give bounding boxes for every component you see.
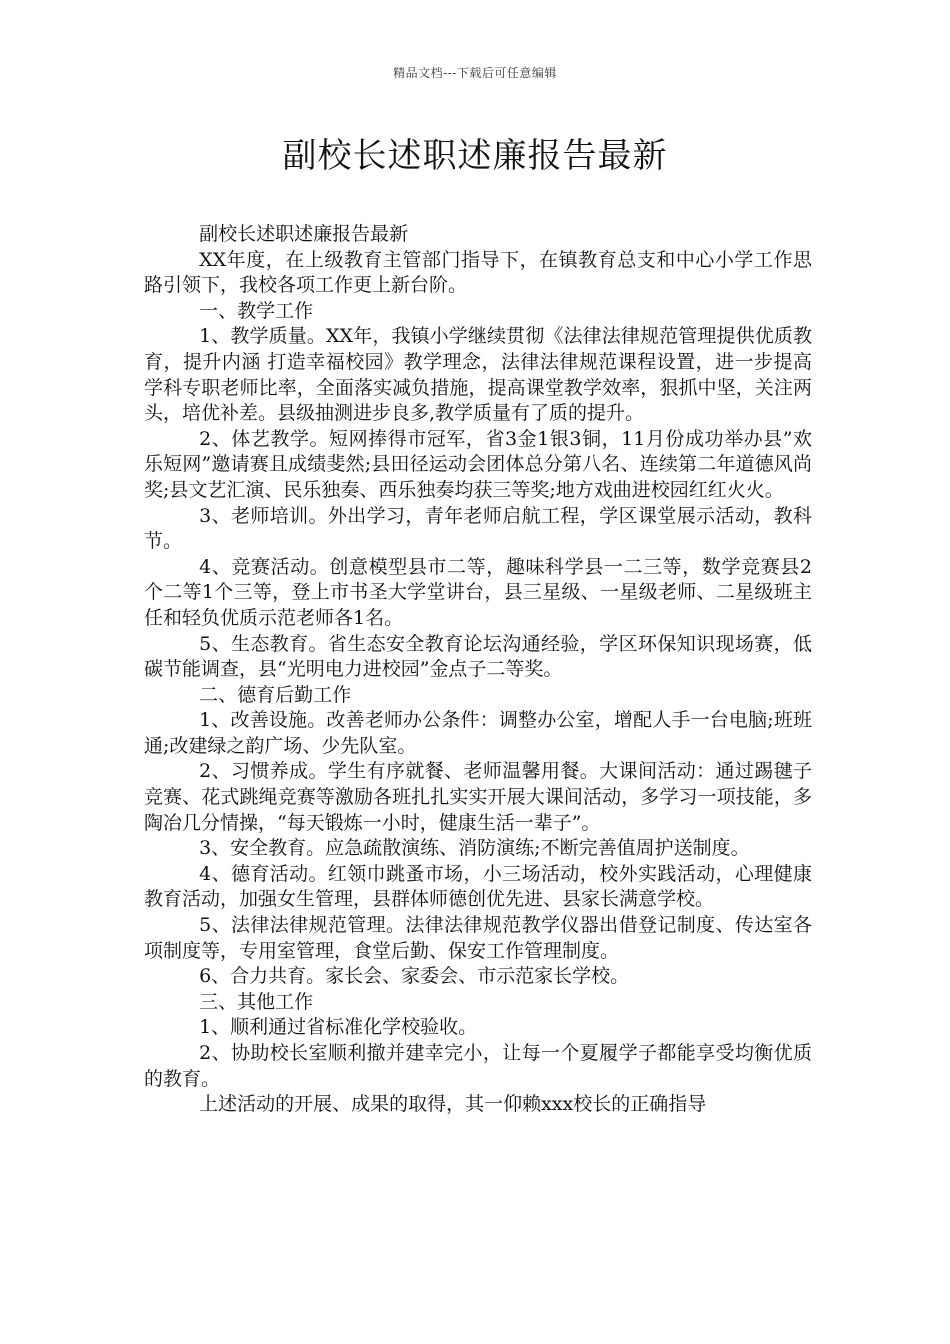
paragraph-subtitle: 副校长述职述廉报告最新: [199, 223, 409, 245]
paragraph-teaching-quality: 1、教学质量。XX年，我镇小学继续贯彻《法律法律规范管理提供优质教育，提升内涵 打造幸福校园》教学理念，法律法律规范课程设置，进一步提高学科专职老师比率，全面落实减负措施，提高课堂教学效率，狠抓中坚，关注两头，培优补差。县级抽测进步良多,教学质量有了质的提升。: [144, 325, 812, 425]
paragraph-teacher-training: 3、老师培训。外出学习，青年老师启航工程，学区课堂展示活动，教科节。: [144, 504, 812, 553]
paragraph-habits: 2、习惯养成。学生有序就餐、老师温馨用餐。大课间活动：通过踢毽子竞赛、花式跳绳竞赛等激励各班扎扎实实开展大课间活动，多学习一项技能，多陶冶几分情操，“每天锻炼一小时，健康生活一辈子”。: [144, 760, 812, 834]
header-note: 精品文档---下载后可任意编辑: [393, 66, 557, 80]
paragraph-eco-education: 5、生态教育。省生态安全教育论坛沟通经验，学区环保知识现场赛，低碳节能调查，县“光明电力进校园”金点子二等奖。: [144, 632, 812, 681]
paragraph-co-education: 6、合力共育。家长会、家委会、市示范家长学校。: [199, 965, 630, 988]
paragraph-intro: XX年度，在上级教育主管部门指导下，在镇教育总支和中心小学工作思路引领下，我校各项工作更上新台阶。: [144, 248, 812, 297]
paragraph-regulation: 5、法律法律规范管理。法律法律规范教学仪器出借登记制度、传达室各项制度等，专用室管理，食堂后勤、保安工作管理制度。: [144, 914, 812, 962]
paragraph-acceptance: 1、顺利通过省标准化学校验收。: [199, 1016, 478, 1039]
document-title: 副校长述职述廉报告最新: [282, 136, 668, 176]
paragraph-competitions: 4、竞赛活动。创意模型县市二等，趣味科学县一二三等，数学竞赛县2个二等1个三等，登上市书圣大学堂讲台，县三星级、一星级老师、二星级班主任和轻负优质示范老师各1名。: [144, 555, 812, 629]
paragraph-facilities: 1、改善设施。改善老师办公条件：调整办公室，增配人手一台电脑;班班通;改建绿之韵广场、少先队室。: [144, 709, 812, 757]
document-body: [144, 222, 812, 1118]
paragraph-sports-arts: 2、体艺教学。短网捧得市冠军，省3金1银3铜，11月份成功举办县”欢乐短网”邀请赛且成绩斐然;县田径运动会团体总分第八名、连续第二年道德风尚奖;县文艺汇演、民乐独奏、西乐独奏均获三等奖;地方戏曲进校园红红火火。: [144, 427, 812, 501]
section-heading-teaching: 一、教学工作: [199, 299, 314, 322]
paragraph-moral-activities: 4、德育活动。红领巾跳蚤市场，小三场活动，校外实践活动，心理健康教育活动，加强女生管理，县群体师德创优先进、县家长满意学校。: [144, 862, 812, 911]
paragraph-conclusion: 上述活动的开展、成果的取得，其一仰赖xxx校长的正确指导: [199, 1093, 707, 1116]
paragraph-merger: 2、协助校长室顺利撤并建幸完小，让每一个夏履学子都能享受均衡优质的教育。: [144, 1042, 812, 1090]
section-heading-other: 三、其他工作: [199, 990, 314, 1013]
section-heading-moral-logistics: 二、德育后勤工作: [199, 683, 352, 706]
paragraph-safety: 3、安全教育。应急疏散演练、消防演练;不断完善值周护送制度。: [199, 837, 750, 860]
